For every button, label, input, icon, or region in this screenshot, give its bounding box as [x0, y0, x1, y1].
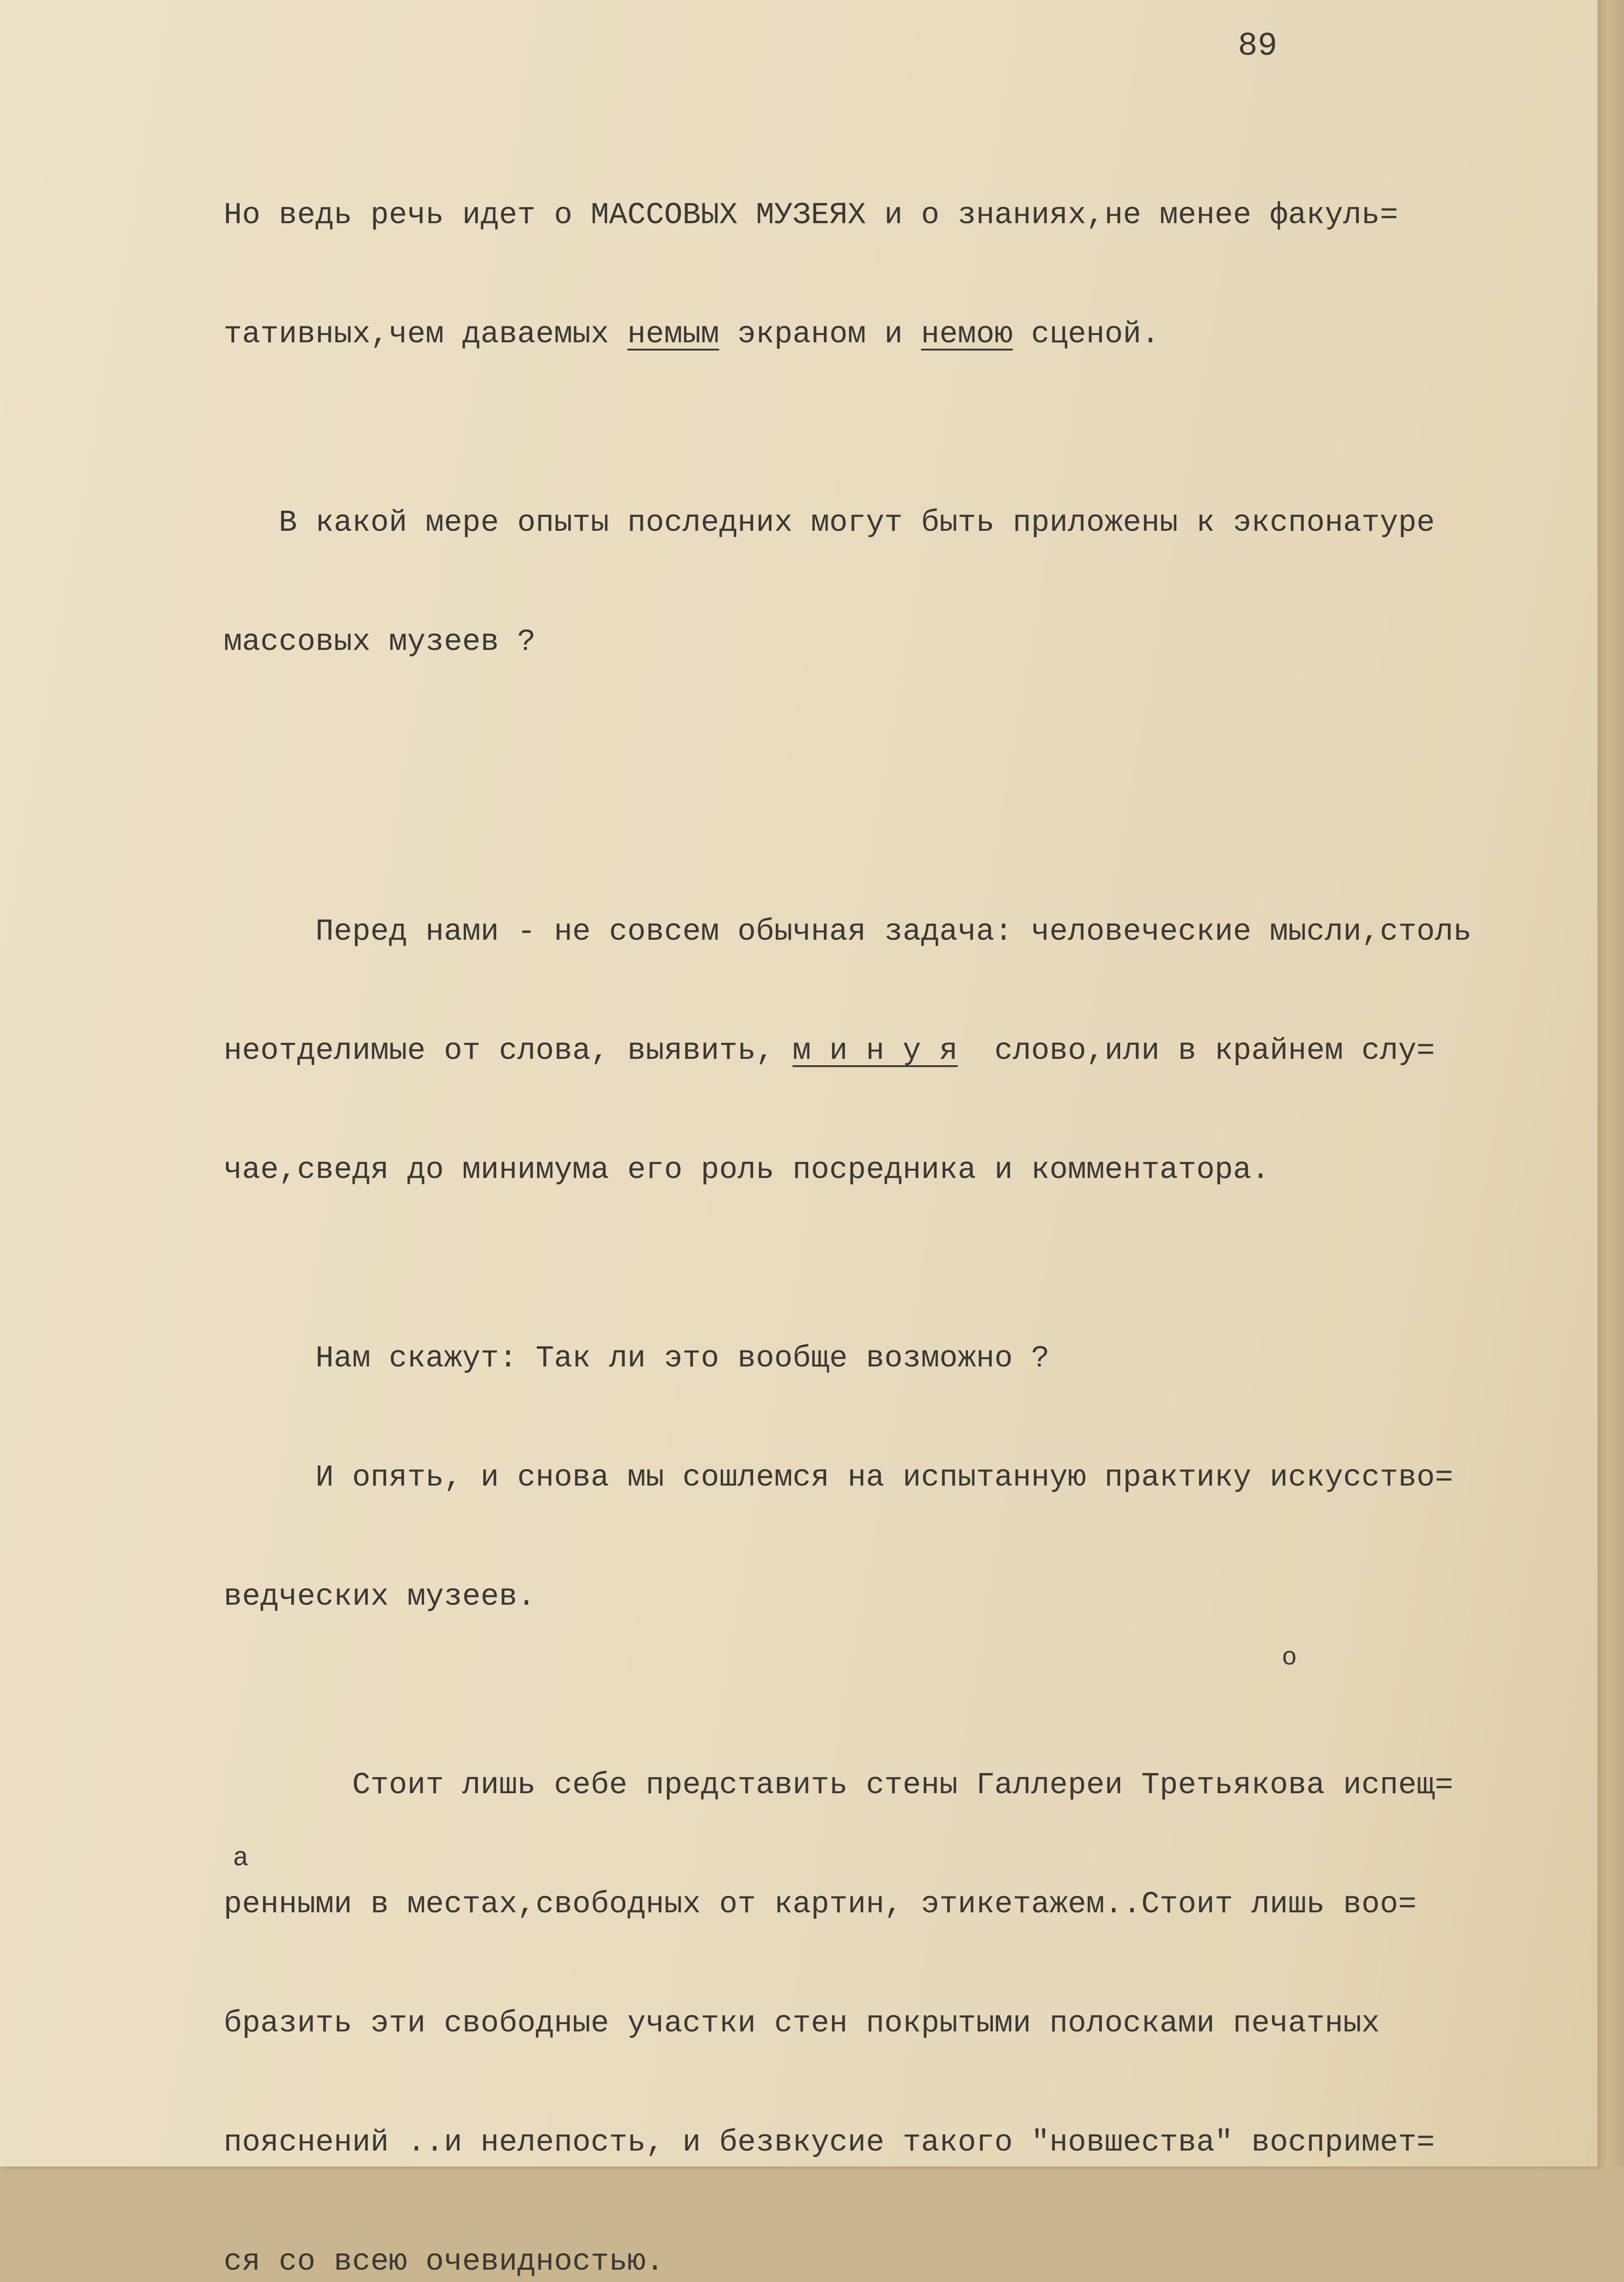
underlined-word: м и н у я: [792, 1034, 958, 1068]
page-number: 89: [1238, 27, 1278, 65]
underlined-word: немою: [921, 317, 1013, 352]
text-line: В какой мере опыты последних могут быть приложены к экспонатуре: [224, 506, 1435, 540]
text-line: тативных,чем даваемых немым экраном и немою сценой.: [224, 317, 1160, 352]
text-line: чае,сведя до минимума его роль посредника и комментатора.: [224, 1153, 1270, 1188]
text-line: неотделимые от слова, выявить, м и н у я слово,или в крайнем слу=: [224, 1034, 1435, 1068]
text-line: ренными в местах,свободных от картин, этикетажем..Стоит лишь воо=: [224, 1887, 1417, 1922]
underlined-word: немым: [627, 317, 719, 352]
text-line: пояснений ..и нелепость, и безвкусие такого "новшества" воспримет=: [224, 2125, 1435, 2160]
text-line: ся со всею очевидностью.: [224, 2245, 664, 2279]
text-line: И опять, и снова мы сошлемся на испытанную практику искусство=: [224, 1460, 1453, 1495]
text-line: Перед нами - не совсем обычная задача: человеческие мысли,столь: [224, 915, 1472, 949]
text-line: бразить эти свободные участки стен покрытыми полосками печатных: [224, 2006, 1380, 2041]
text-line: Стоит лишь себе представить стены Галлереи Третьякова испещ=: [224, 1768, 1453, 1803]
text-line: Но ведь речь идет о МАССОВЫХ МУЗЕЯХ и о знаниях,не менее факуль=: [224, 198, 1399, 233]
text-line: массовых музеев ?: [224, 625, 536, 659]
typed-text-body: [224, 87, 1579, 2282]
text-line: Нам скажут: Так ли это вообще возможно ?: [224, 1341, 1050, 1376]
margin-letter-a: а: [233, 1844, 249, 1874]
handwritten-correction-o: о: [1282, 1643, 1297, 1672]
text-line: ведческих музеев.: [224, 1580, 536, 1614]
underlying-page-edge: [1598, 0, 1624, 2167]
